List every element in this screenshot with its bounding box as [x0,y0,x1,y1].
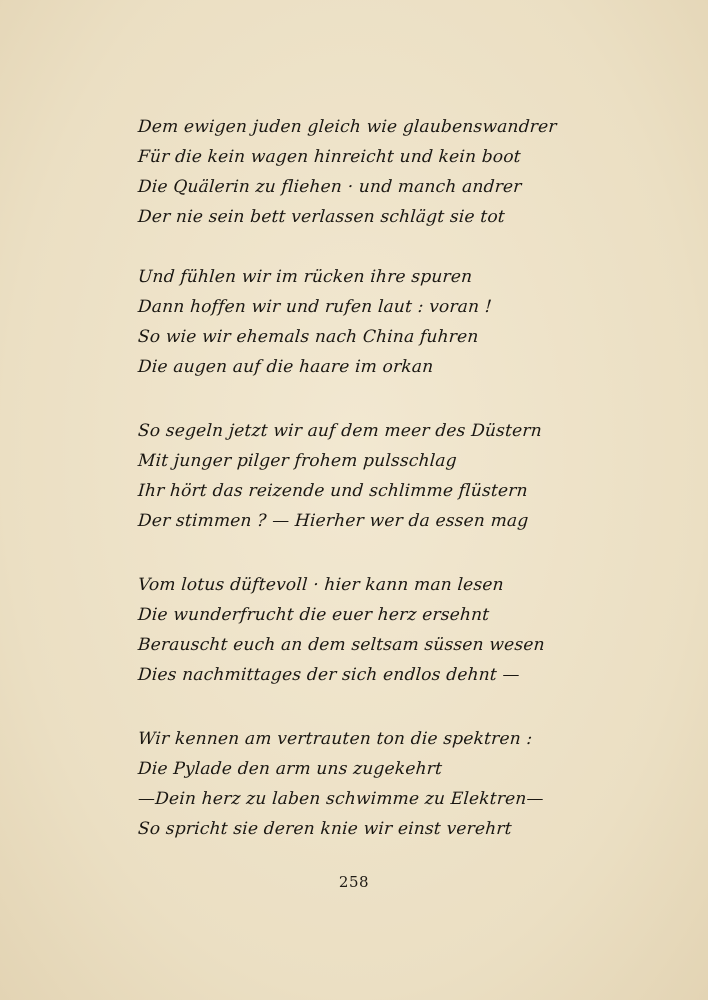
stanza-2 [138,262,492,382]
poem-line: Dies nachmittages der sich endlos dehnt — [137,665,521,685]
poem-line: Der stimmen ? — Hierher wer da essen mag [137,511,530,531]
stanza-3 [138,416,542,536]
poem-line: Vom lotus düftevoll · hier kann man lesen [137,575,505,595]
stanza-5 [138,724,544,844]
poem-line: Die Quälerin zu fliehen · und manch andrer [137,177,523,197]
page-number: 258 [338,873,370,891]
poem-line: Wir kennen am vertrauten ton die spektren : [137,729,534,749]
poem-line: Der nie sein bett verlassen schlägt sie tot [137,207,506,227]
poem-line: Die Pylade den arm uns zugekehrt [137,759,443,779]
stanza-4 [138,570,545,690]
poem-line: Ihr hört das reizende und schlimme flüstern [137,481,529,501]
poem-line: Und fühlen wir im rücken ihre spuren [137,267,473,287]
poem-line: So wie wir ehemals nach China fuhren [137,327,480,347]
poem-line: So segeln jetzt wir auf dem meer des Düstern [137,421,543,441]
poem-line: Die wunderfrucht die euer herz ersehnt [137,605,491,625]
poem-line: —Dein herz zu laben schwimme zu Elektren— [137,789,545,809]
poem-line: Dem ewigen juden gleich wie glaubenswandrer [137,117,558,137]
stanza-1 [138,112,557,232]
poem-line: Die augen auf die haare im orkan [137,357,435,377]
poem-line: Mit junger pilger frohem pulsschlag [137,451,458,471]
poem-line: Für die kein wagen hinreicht und kein boot [137,147,522,167]
poem-line: So spricht sie deren knie wir einst verehrt [137,819,513,839]
poem-line: Dann hoffen wir und rufen laut : voran ! [137,297,493,317]
poem-line: Berauscht euch an dem seltsam süssen wesen [137,635,546,655]
